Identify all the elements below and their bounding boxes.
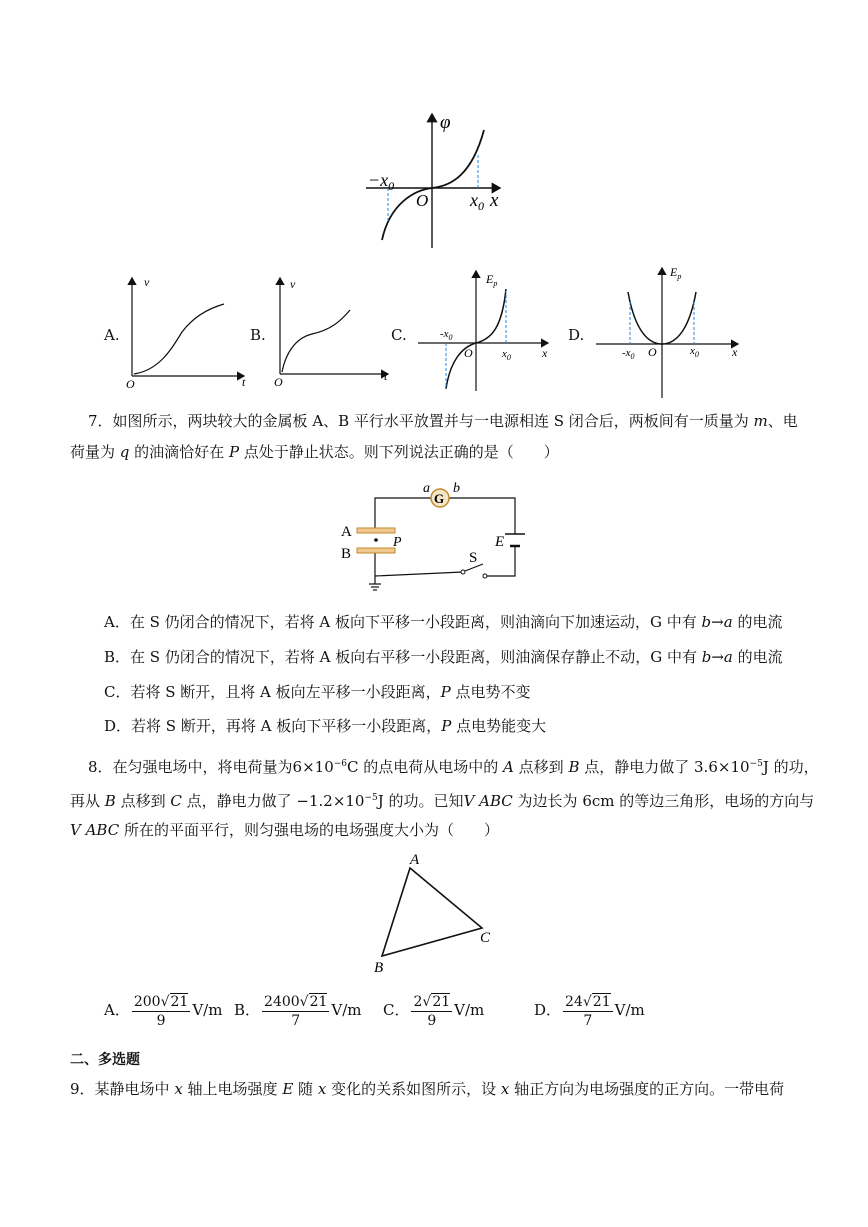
q6-option-b-letter: B. [250, 326, 266, 344]
phi-y-label: φ [440, 112, 451, 133]
q6-option-d-graph [592, 262, 744, 400]
svg-text:O: O [464, 346, 473, 360]
svg-text:x0: $x_0$ [502, 348, 511, 362]
q6-option-c-letter: C. [391, 326, 407, 344]
q7-option-c: C．若将 S 断开，且将 A 板向左平移一小段距离，P 点电势不变 [104, 683, 531, 701]
triangle-abc [382, 868, 482, 956]
phi-x-label: x [490, 190, 499, 211]
q8-option-d: D． $\frac{24√21}{7}$ V/m [534, 993, 645, 1029]
svg-text:S: S [469, 550, 478, 566]
q7-option-b: B．在 S 仍闭合的情况下，若将 A 板向右平移一小段距离，则油滴保存静止不动，G 中有 b→a 的电流 [104, 648, 783, 666]
svg-text:v: v [144, 275, 150, 289]
q7-option-d: D．若将 S 断开，再将 A 板向下平移一小段距离，P 点电势能变大 [104, 717, 547, 735]
svg-text:E: E [495, 534, 505, 550]
oil-drop [374, 538, 378, 542]
phi-neg-mark: $-x_0$ [368, 170, 395, 193]
svg-text:b: b [453, 481, 460, 496]
q8-stem-line1: 8．在匀强电场中，将电荷量为$6\times 10^{-6}C$ 的点电荷从电场中的 A 点移到 B 点，静电力做了 $3.6\times 10^{-5}J$ 的功， [88, 758, 819, 776]
phi-curve [382, 130, 484, 240]
q7-option-a: A．在 S 仍闭合的情况下，若将 A 板向下平移一小段距离，则油滴向下加速运动，G 中有 b→a 的电流 [104, 613, 783, 631]
q6-b-curve [282, 310, 350, 372]
q8-option-a: A． $\frac{200√21}{9}$ V/m [104, 993, 223, 1029]
q6-a-curve [134, 304, 224, 374]
q8-stem-line3: V ABC 所在的平面平行，则匀强电场的电场强度大小为（ ） [70, 821, 499, 839]
q6-option-c-graph [410, 265, 555, 395]
q6-option-d-letter: D. [568, 326, 585, 344]
q7-stem-line1: 7．如图所示，两块较大的金属板 A、B 平行水平放置并与一电源相连 S 闭合后，两板间有一质量为 m、电 [88, 412, 798, 430]
svg-text:B: B [374, 960, 384, 976]
svg-text:O: O [126, 377, 135, 390]
phi-origin: O [416, 191, 429, 210]
plate-a [357, 528, 395, 533]
svg-text:-x0: $-x_0$ [622, 347, 635, 361]
phi-x-graph [360, 108, 510, 253]
q6-option-a-graph [120, 272, 252, 390]
svg-text:t: t [384, 369, 388, 383]
svg-text:v: v [290, 277, 296, 291]
svg-text:A: A [341, 524, 352, 540]
svg-text:x0: $x_0$ [690, 345, 699, 359]
svg-text:a: a [423, 481, 430, 496]
q6-option-a-letter: A. [104, 326, 120, 344]
svg-text:B: B [341, 546, 352, 562]
q7-stem-line2: 荷量为 q 的油滴恰好在 P 点处于静止状态。则下列说法正确的是（ ） [70, 443, 559, 461]
q8-option-b: B． $\frac{2400√21}{7}$ V/m [234, 993, 362, 1029]
q7-circuit-diagram [335, 478, 535, 598]
svg-text:P: P [393, 535, 402, 550]
svg-text:O: O [648, 345, 657, 359]
svg-text:x: x [732, 345, 738, 359]
svg-text:O: O [274, 375, 283, 389]
q6-option-b-graph [268, 272, 396, 390]
svg-text:Ep: $E_p$ [486, 272, 498, 288]
svg-text:x: x [542, 346, 548, 360]
phi-pos-mark: $x_0$ [470, 190, 484, 213]
svg-text:-x0: $-x_0$ [440, 328, 453, 342]
svg-text:C: C [480, 930, 491, 946]
plate-b [357, 548, 395, 553]
q8-stem-line2: 再从 B 点移到 C 点，静电力做了 $-1.2\times 10^{-5}J$ 的功。已知V ABC 为边长为 6cm 的等边三角形，电场的方向与 [70, 792, 815, 810]
q8-triangle-diagram [370, 848, 500, 978]
svg-text:G: G [434, 491, 445, 506]
svg-text:t: t [242, 375, 246, 389]
section-heading-multi-choice: 二、多选题 [70, 1052, 140, 1068]
q8-option-c: C． $\frac{2√21}{9}$ V/m [383, 993, 485, 1029]
svg-text:Ep: $E_p$ [670, 265, 682, 281]
q9-stem-line1: 9．某静电场中 x 轴上电场强度 E 随 x 变化的关系如图所示，设 x 轴正方向为电场强度的正方向。一带电荷 [70, 1080, 785, 1098]
svg-text:A: A [410, 852, 420, 868]
